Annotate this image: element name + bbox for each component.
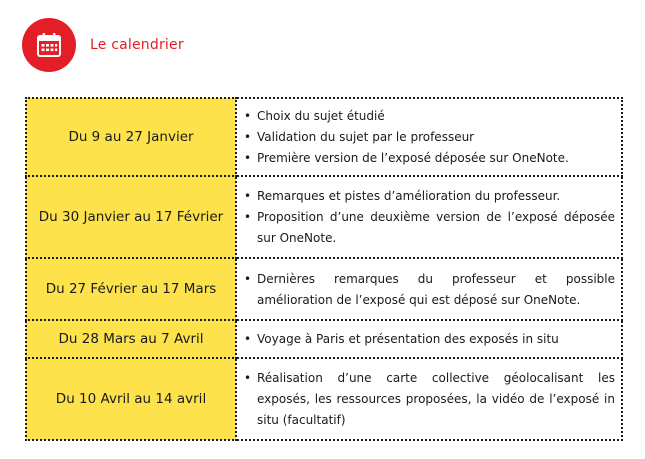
- task-list: [243, 186, 615, 249]
- date-cell: Du 27 Février au 17 Mars: [26, 258, 236, 320]
- list-item: • Proposition d’une deuxième version de l’exposé déposée sur OneNote.: [243, 207, 615, 249]
- date-cell: Du 28 Mars au 7 Avril: [26, 320, 236, 358]
- calendar-icon: [22, 18, 76, 72]
- list-item: • Voyage à Paris et présentation des exposés in situ: [243, 329, 615, 350]
- date-cell: Du 30 Janvier au 17 Février: [26, 176, 236, 258]
- task-list: [243, 269, 615, 311]
- list-item: • Validation du sujet par le professeur: [243, 127, 615, 148]
- table-row: [26, 358, 622, 440]
- table-row: [26, 320, 622, 358]
- date-cell: Du 9 au 27 Janvier: [26, 98, 236, 176]
- list-item: • Dernières remarques du professeur et possible amélioration de l’exposé qui est déposé sur OneNote.: [243, 269, 615, 311]
- task-list: [243, 368, 615, 431]
- list-item: • Réalisation d’une carte collective géolocalisant les exposés, les ressources proposées, la vidéo de l’exposé in situ (facultatif): [243, 368, 615, 431]
- items-cell: [236, 320, 622, 358]
- table-row: [26, 258, 622, 320]
- items-cell: [236, 98, 622, 176]
- table-row: [26, 98, 622, 176]
- page-title: Le calendrier: [90, 37, 184, 53]
- list-item: • Première version de l’exposé déposée sur OneNote.: [243, 148, 615, 169]
- list-item: • Remarques et pistes d’amélioration du professeur.: [243, 186, 615, 207]
- section-header: [22, 18, 184, 72]
- table-row: [26, 176, 622, 258]
- task-list: [243, 329, 615, 350]
- list-item: • Choix du sujet étudié: [243, 106, 615, 127]
- task-list: [243, 106, 615, 169]
- calendar-table: [25, 97, 623, 441]
- items-cell: [236, 358, 622, 440]
- date-cell: Du 10 Avril au 14 avril: [26, 358, 236, 440]
- items-cell: [236, 258, 622, 320]
- items-cell: [236, 176, 622, 258]
